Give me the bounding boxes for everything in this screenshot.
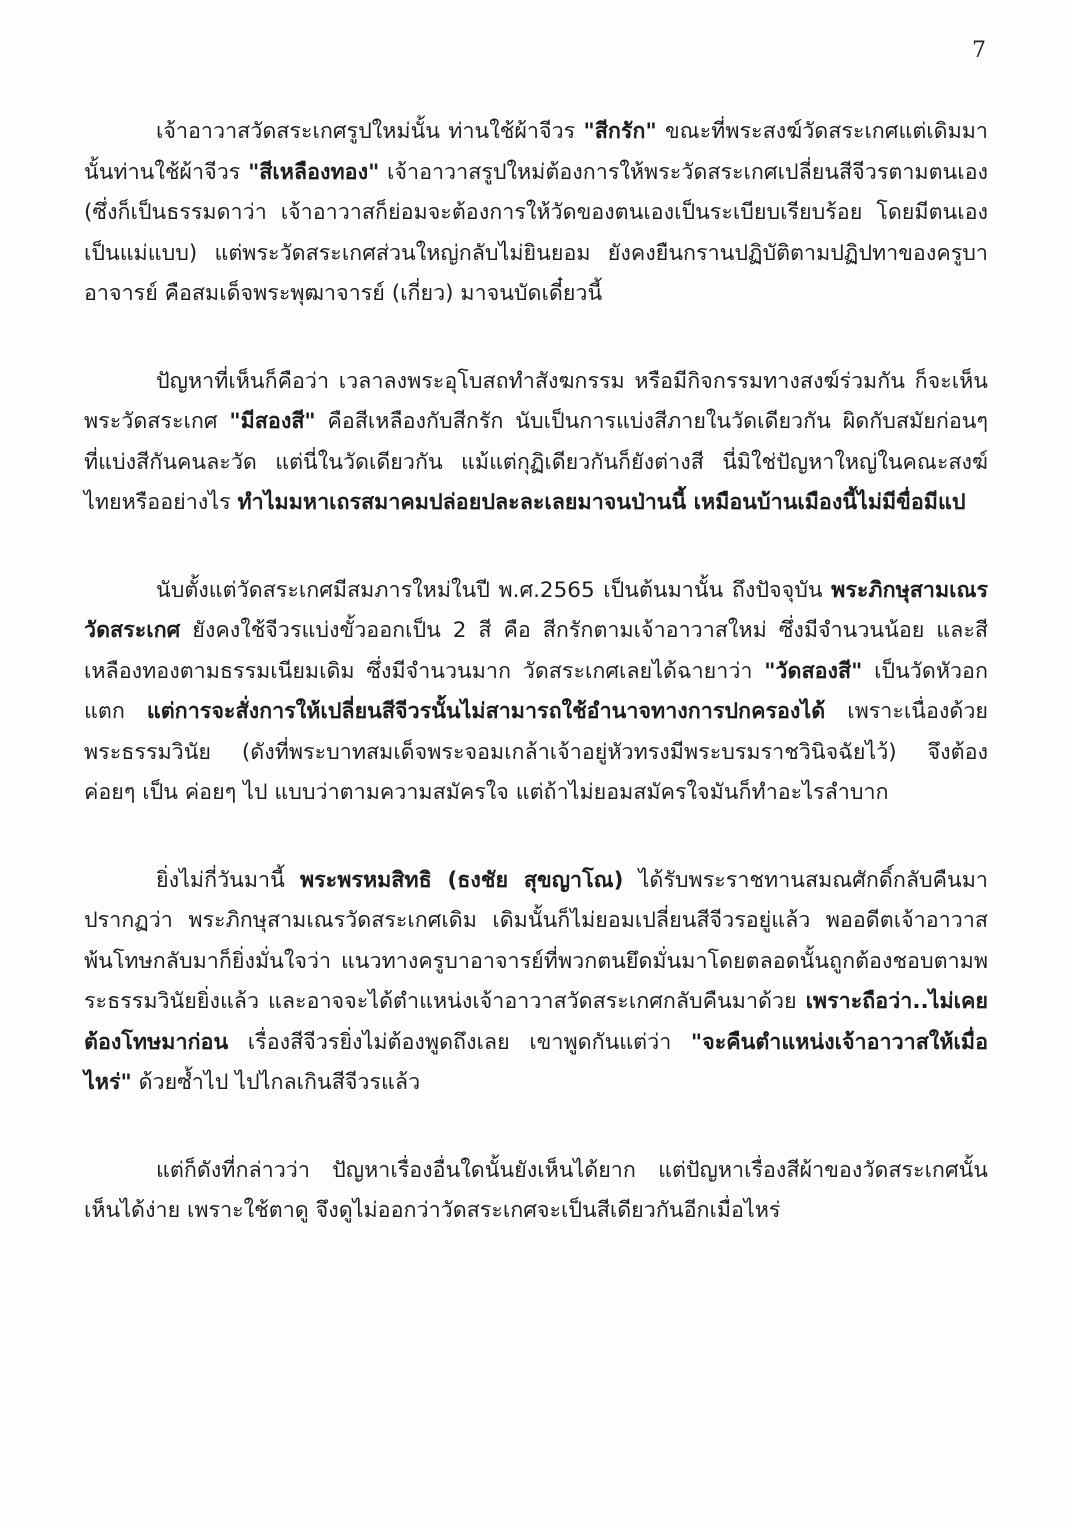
text-segment: เจ้าอาวาสวัดสระเกศรูปใหม่นั้น ท่านใช้ผ้าจีวร [156,119,584,144]
bold-text-segment: พระพรหมสิทธิ (ธงชัย สุขญาโณ) [299,867,624,893]
bold-text-segment: แต่การจะสั่งการให้เปลี่ยนสีจีวรนั้นไม่สามารถใช้อำนาจทางการปกครองได้ [146,699,826,724]
text-segment: แต่ก็ดังที่กล่าวว่า ปัญหาเรื่องอื่นใดนั้นยังเห็นได้ยาก แต่ปัญหาเรื่องสีผ้าของวัดสระเกศนั้นเห็นได้ง่าย เพราะใช้ตาดู จึงดูไม่ออกว่าวัดสระเกศจะเป็นสีเดียวกันอีกเมื่อไหร่ [84,1157,988,1223]
bold-text-segment: พระภิกษุสามเณรวัดสระเกศ [84,577,988,643]
bold-text-segment: "วัดสองสี" [764,658,863,684]
paragraph-4 [84,861,988,1104]
body-text [84,112,988,1232]
text-segment: ปัญหาที่เห็นก็คือว่า เวลาลงพระอุโบสถทำสังฆกรรม หรือมีกิจกรรมทางสงฆ์ร่วมกัน ก็จะเห็นพระวัดสระเกศ [84,368,988,434]
bold-text-segment: เพราะถือว่า..ไม่เคยต้องโทษมาก่อน [84,989,988,1055]
bold-text-segment: "สีเหลืองทอง" [248,159,380,185]
text-segment: คือสีเหลืองกับสีกรัก นับเป็นการแบ่งสีภายในวัดเดียวกัน ผิดกับสมัยก่อนๆ ที่แบ่งสีกันคนละวัด แต่นี่ในวัดเดียวกัน แม้แต่กุฏิเดียวกันก็ยังต่างสี นี่มิใช่ปัญหาใหญ่ในคณะสงฆ์ไทยหรืออย่างไร [84,409,988,515]
text-segment: ด้วยซ้ำไป ไปไกลเกินสีจีวรแล้ว [131,1070,421,1095]
text-segment: เรื่องสีจีวรยิ่งไม่ต้องพูดถึงเลย เขาพูดกันแต่ว่า [228,1029,691,1055]
bold-text-segment: "มีสองสี" [229,409,316,434]
text-segment: ขณะที่พระสงฆ์วัดสระเกศแต่เดิมมานั้นท่านใช้ผ้าจีวร [84,119,989,185]
text-segment: ยังคงใช้จีวรแบ่งขั้วออกเป็น 2 สี คือ สีกรักตามเจ้าอาวาสใหม่ ซึ่งมีจำนวนน้อย และสีเหลืองทองตามธรรมเนียมเดิม ซึ่งมีจำนวนมาก วัดสระเกศเลยได้ฉายาว่า [84,618,988,684]
paragraph-3 [84,571,988,814]
paragraph-1 [84,112,988,315]
bold-text-segment: ทำไมมหาเถรสมาคมปล่อยปละละเลยมาจนป่านนี้ เหมือนบ้านเมืองนี้ไม่มีขื่อมีแป [237,490,966,515]
page-number: 7 [972,38,986,63]
text-segment: เป็นวัดหัวอกแตก [84,658,988,724]
text-segment: ได้รับพระราชทานสมณศักดิ์กลับคืนมา ปรากฏว่า พระภิกษุสามเณรวัดสระเกศเดิม เดิมนั้นก็ไม่ยอมเปลี่ยนสีจีวรอยู่แล้ว พออดีตเจ้าอาวาสพ้นโทษกลับมาก็ยิ่งมั่นใจว่า แนวทางครูบาอาจารย์ที่พวกตนยึดมั่นมาโดยตลอดนั้นถูกต้องชอบตามพระธรรมวินัยยิ่งแล้ว และอาจจะได้ตำแหน่งเจ้าอาวาสวัดสระเกศกลับคืนมาด้วย [84,867,988,1014]
text-segment: เจ้าอาวาสรูปใหม่ต้องการให้พระวัดสระเกศเปลี่ยนสีจีวรตามตนเอง (ซึ่งก็เป็นธรรมดาว่า เจ้าอาวาสก็ย่อมจะต้องการให้วัดของตนเองเป็นระเบียบเรียบร้อย โดยมีตนเองเป็นแม่แบบ) แต่พระวัดสระเกศส่วนใหญ่กลับไม่ยินยอม ยังคงยืนกรานปฏิบัติตามปฏิปทาของครูบาอาจารย์ คือสมเด็จพระพุฒาจารย์ (เกี่ยว) มาจนบัดเดี๋ยวนี้ [84,159,989,306]
text-segment: เพราะเนื่องด้วยพระธรรมวินัย (ดังที่พระบาทสมเด็จพระจอมเกล้าเจ้าอยู่หัวทรงมีพระบรมราชวินิจฉัยไว้) จึงต้องค่อยๆ เป็น ค่อยๆ ไป แบบว่าตามความสมัครใจ แต่ถ้าไม่ยอมสมัครใจมันก็ทำอะไรลำบาก [84,699,988,805]
paragraph-5 [84,1151,988,1232]
paragraph-2 [84,362,988,524]
bold-text-segment: "จะคืนตำแหน่งเจ้าอาวาสให้เมื่อไหร่" [84,1029,988,1095]
text-segment: นับตั้งแต่วัดสระเกศมีสมภารใหม่ในปี พ.ศ.2565 เป็นต้นมานั้น ถึงปัจจุบัน [156,577,832,603]
bold-text-segment: "สีกรัก" [583,119,657,144]
text-segment: ยิ่งไม่กี่วันมานี้ [156,867,300,893]
